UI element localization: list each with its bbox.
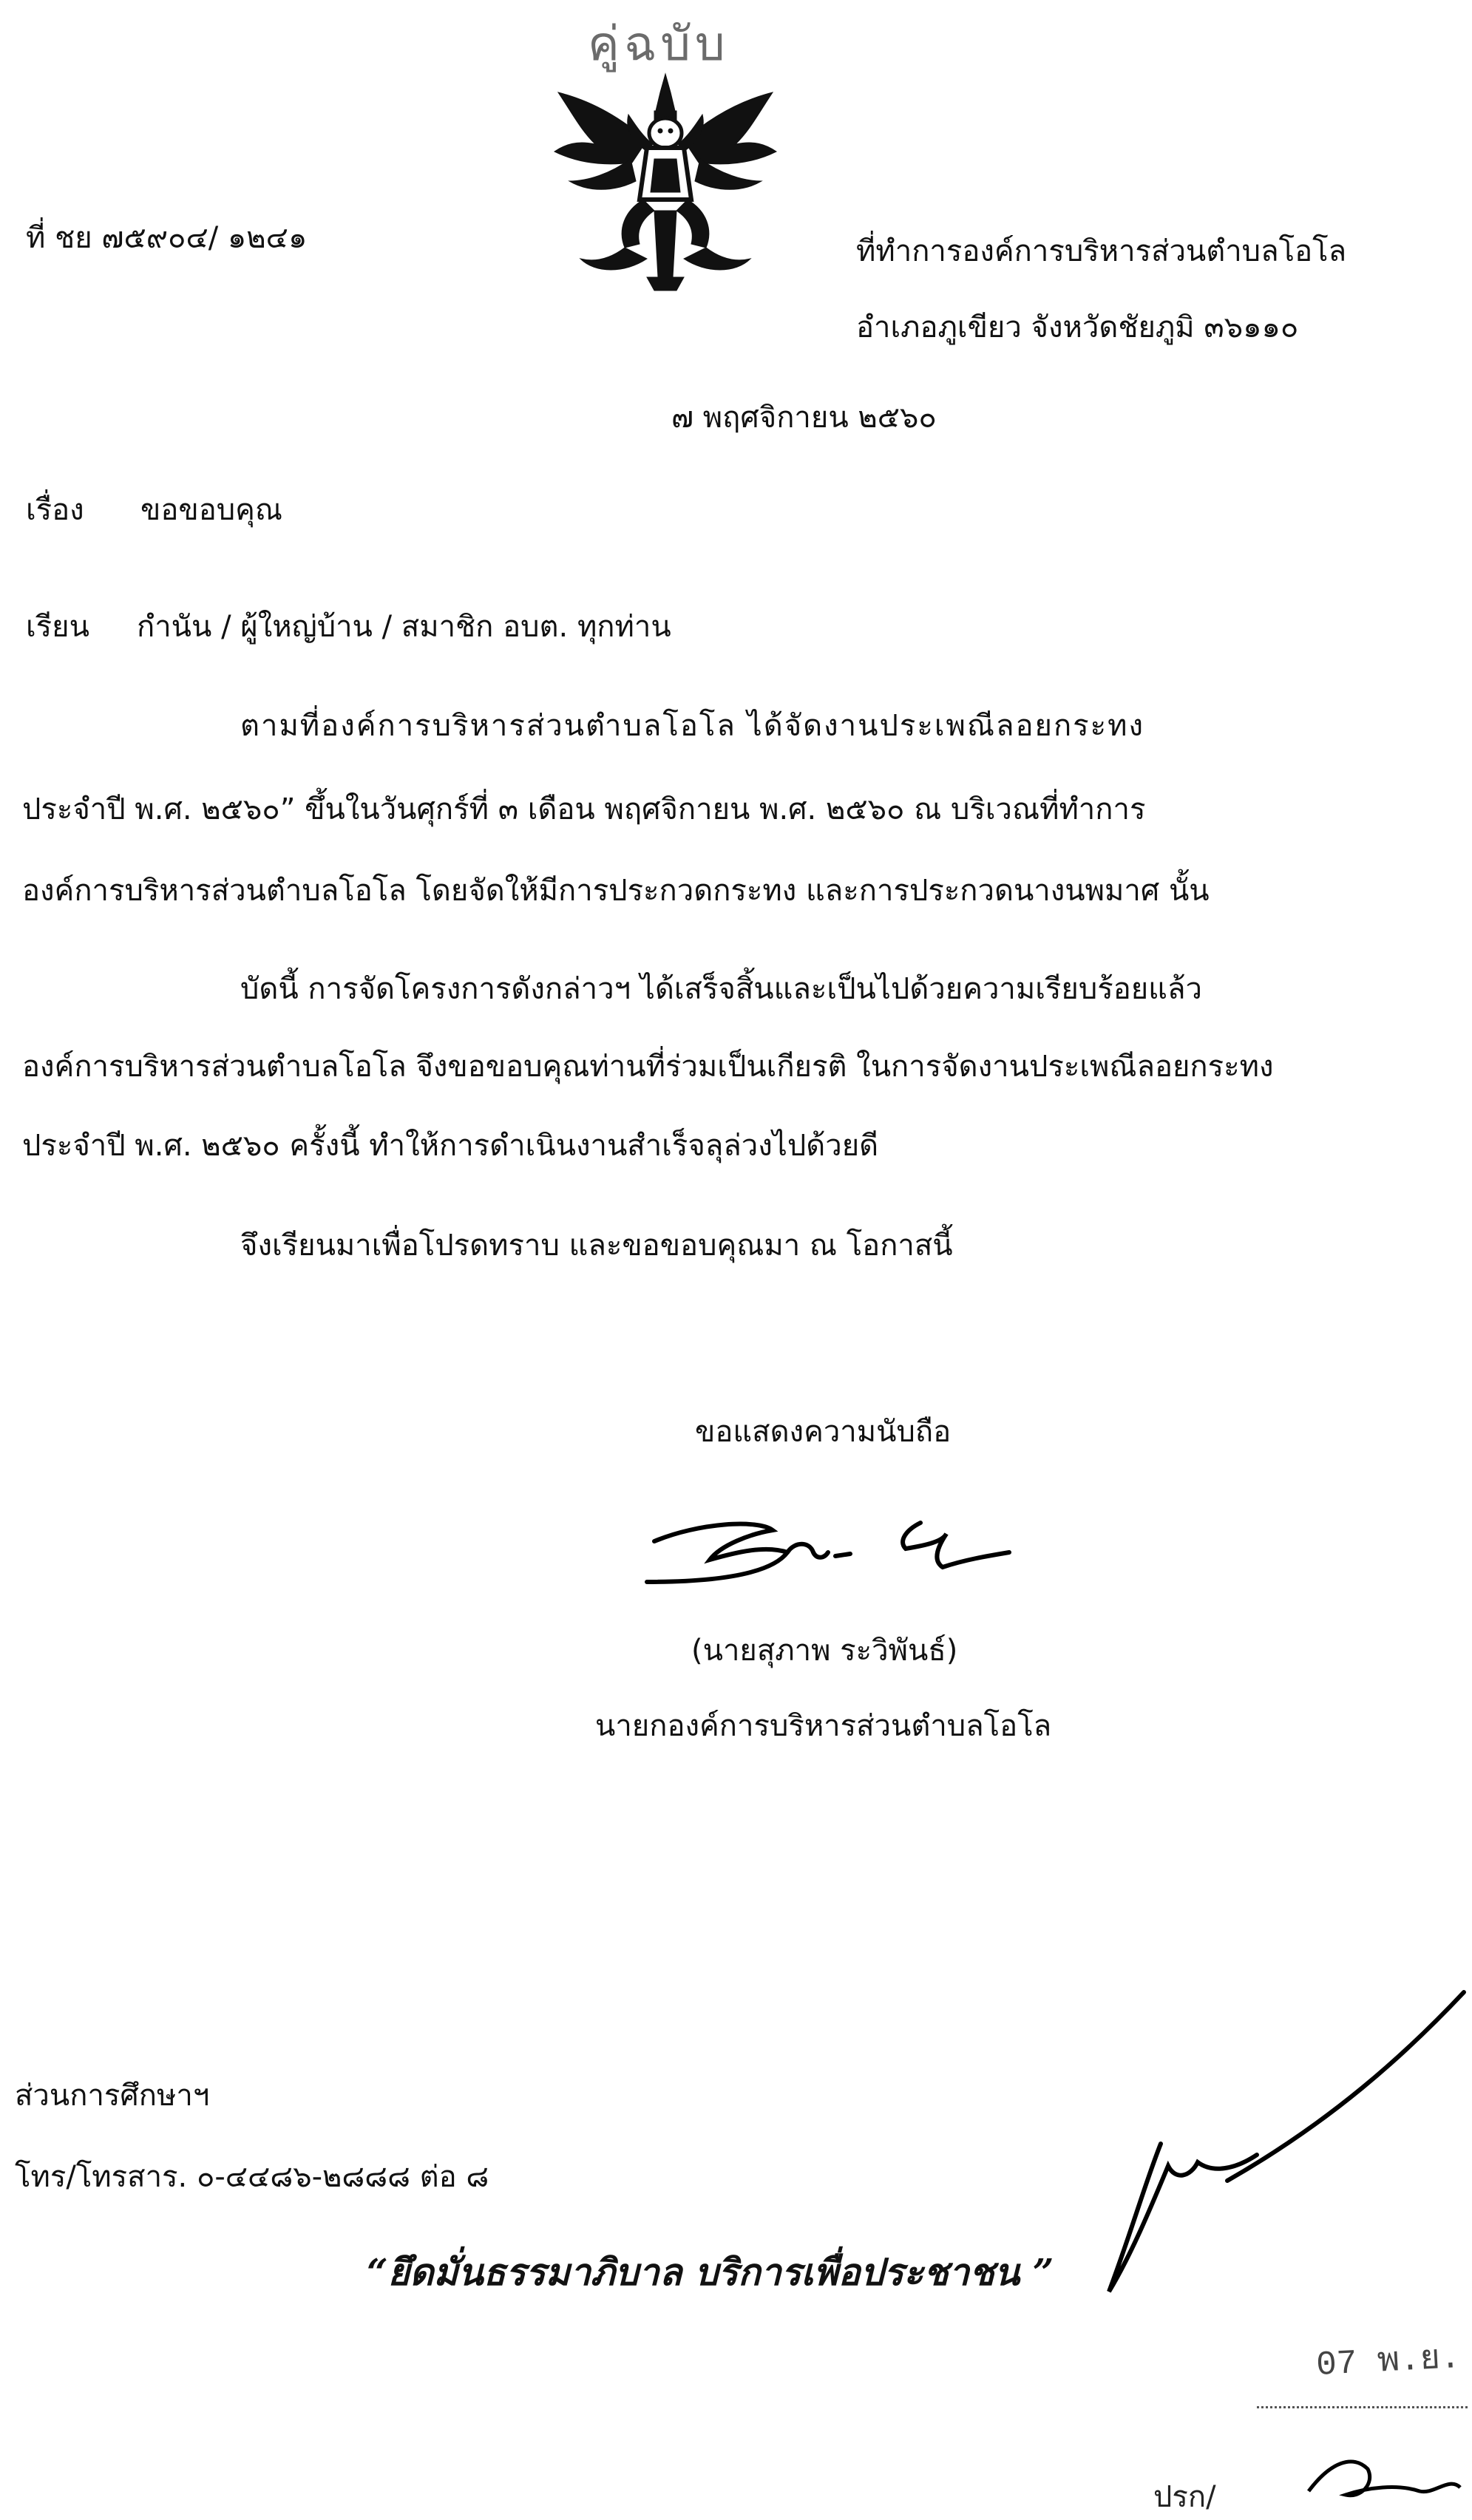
department: ส่วนการศึกษาฯ <box>15 2079 210 2113</box>
initial-note: ปรก/ <box>1153 2480 1216 2514</box>
garuda-emblem-icon <box>543 70 787 292</box>
stamp-divider <box>1257 2406 1468 2408</box>
recipient-text: กำนัน / ผู้ใหญ่บ้าน / สมาชิก อบต. ทุกท่าน <box>137 610 671 644</box>
body-paragraph-1-line-3: องค์การบริหารส่วนตำบลโอโล โดยจัดให้มีการประกวดกระทง และการประกวดนางนพมาศ นั้น <box>22 874 1210 908</box>
body-paragraph-3: จึงเรียนมาเพื่อโปรดทราบ และขอขอบคุณมา ณ โอกาสนี้ <box>240 1229 953 1263</box>
body-paragraph-2-line-2: องค์การบริหารส่วนตำบลโอโล จึงขอขอบคุณท่านที่ร่วมเป็นเกียรติ ในการจัดงานประเพณีลอยกระทง <box>22 1050 1274 1084</box>
subject-text: ขอขอบคุณ <box>140 493 282 527</box>
signer-name: (นายสุภาพ ระวิพันธ์) <box>691 1634 958 1668</box>
closing-regards: ขอแสดงความนับถือ <box>695 1415 952 1449</box>
body-paragraph-2-line-1: บัดนี้ การจัดโครงการดังกล่าวฯ ได้เสร็จสิ้นและเป็นไปด้วยความเรียบร้อยแล้ว <box>240 972 1202 1006</box>
subject-label: เรื่อง <box>26 493 84 527</box>
body-paragraph-2-line-3: ประจำปี พ.ศ. ๒๕๖๐ ครั้งนี้ ทำให้การดำเนินงานสำเร็จลุล่วงไปด้วยดี <box>22 1129 879 1163</box>
recipient-label: เรียน <box>26 610 89 644</box>
received-date-stamp: 07 พ.ย. <box>1315 2338 1462 2385</box>
handwritten-initial <box>1087 1989 1472 2373</box>
office-address-line2: อำเภอภูเขียว จังหวัดชัยภูมิ ๓๖๑๑๐ <box>856 310 1299 344</box>
initial-scribble <box>1301 2447 1468 2513</box>
body-paragraph-1-line-1: ตามที่องค์การบริหารส่วนตำบลโอโล ได้จัดงานประเพณีลอยกระทง <box>240 709 1145 743</box>
letter-date: ๗ พฤศจิกายน ๒๕๖๐ <box>671 401 937 435</box>
reference-number: ที่ ชย ๗๕๙๐๔/ ๑๒๔๑ <box>26 221 308 255</box>
phone-fax: โทร/โทรสาร. ๐-๔๔๘๖-๒๘๘๘ ต่อ ๘ <box>15 2160 489 2194</box>
body-paragraph-1-line-2: ประจำปี พ.ศ. ๒๕๖๐” ขึ้นในวันศุกร์ที่ ๓ เดือน พฤศจิกายน พ.ศ. ๒๕๖๐ ณ บริเวณที่ทำการ <box>22 792 1146 826</box>
copy-stamp: คู่ฉบับ <box>588 17 730 72</box>
signer-title: นายกองค์การบริหารส่วนตำบลโอโล <box>595 1709 1052 1743</box>
office-address-line1: ที่ทำการองค์การบริหารส่วนตำบลโอโล <box>856 234 1347 268</box>
handwritten-signature <box>640 1501 1024 1611</box>
slogan: “ยึดมั่นธรรมาภิบาล บริการเพื่อประชาชน ” <box>367 2250 1054 2294</box>
